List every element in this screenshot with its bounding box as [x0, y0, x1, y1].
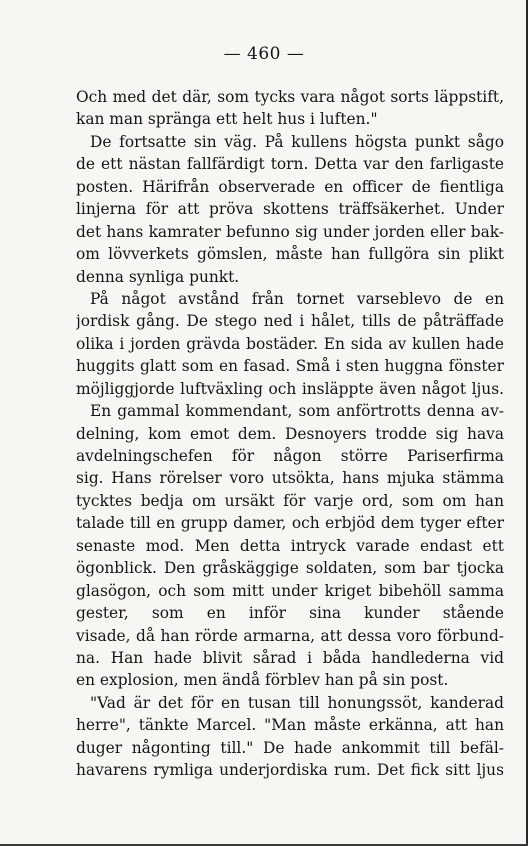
text-line: avdelningschefen för någon större Pariserfirma: [76, 447, 504, 465]
text-line: De fortsatte sin väg. På kullens högsta punkt sågo: [90, 132, 504, 151]
text-line: duger någonting till." De hade ankommit till befäl-: [76, 738, 504, 757]
text-line: På något avstånd från tornet varseblevo de en: [90, 289, 504, 308]
text-line: havarens rymliga underjordiska rum. Det fick sitt ljus: [76, 761, 504, 780]
text-line: huggits glatt som en fasad. Små i sten huggna fönster: [76, 357, 504, 376]
text-line: de ett nästan fallfärdigt torn. Detta var den farligaste: [76, 155, 504, 174]
text-line: delning, kom emot dem. Desnoyers trodde sig hava: [76, 424, 504, 443]
text-line: gester, som en inför sina kunder stående: [76, 604, 504, 623]
text-line: Och med det där, som tycks vara något sorts läppstift,: [76, 88, 504, 106]
text-line: kan man spränga ett helt hus i luften.": [76, 110, 378, 129]
text-line: en explosion, men ändå förblev han på sin post.: [76, 671, 449, 690]
text-line: om lövverkets gömslen, måste han fullgöra sin plikt: [76, 245, 504, 264]
text-line: jordisk gång. De stego ned i hålet, tills de påträffade: [76, 312, 504, 331]
text-line: visade, då han rörde armarna, att dessa voro förbund-: [76, 626, 504, 645]
text-line: det hans kamrater befunno sig under jorden eller bak-: [76, 222, 504, 241]
text-line: denna synliga punkt.: [76, 267, 240, 286]
text-line: glasögon, och som mitt under kriget bibehöll samma: [76, 581, 504, 600]
text-line: En gammal kommendant, som anförtrotts denna av-: [90, 402, 504, 421]
text-line: ögonblick. Den gråskäggige soldaten, som bar tjocka: [76, 559, 504, 578]
text-line: linjerna för att pröva skottens träffsäkerhet. Under: [76, 200, 504, 219]
text-line: talade till en grupp damer, och erbjöd dem tyger efter: [76, 514, 504, 533]
page-number: — 460 —: [223, 44, 305, 64]
body-text: [76, 86, 504, 782]
text-line: na. Han hade blivit sårad i båda handlederna vid: [76, 648, 504, 667]
text-line: sig. Hans rörelser voro utsökta, hans mjuka stämma: [76, 469, 504, 488]
text-line: tycktes bedja om ursäkt för varje ord, som om han: [76, 491, 504, 510]
text-line: olika i jorden grävda bostäder. En sida av kullen hade: [76, 334, 504, 353]
text-line: herre", tänkte Marcel. "Man måste erkänna, att han: [76, 716, 504, 735]
text-line: möjliggjorde luftväxling och insläppte även något ljus.: [76, 379, 504, 398]
text-line: posten. Härifrån observerade en officer de fientliga: [76, 177, 504, 196]
text-line: senaste mod. Men detta intryck varade endast ett: [76, 536, 504, 555]
text-line: "Vad är det för en tusan till honungssöt, kanderad: [90, 693, 504, 712]
